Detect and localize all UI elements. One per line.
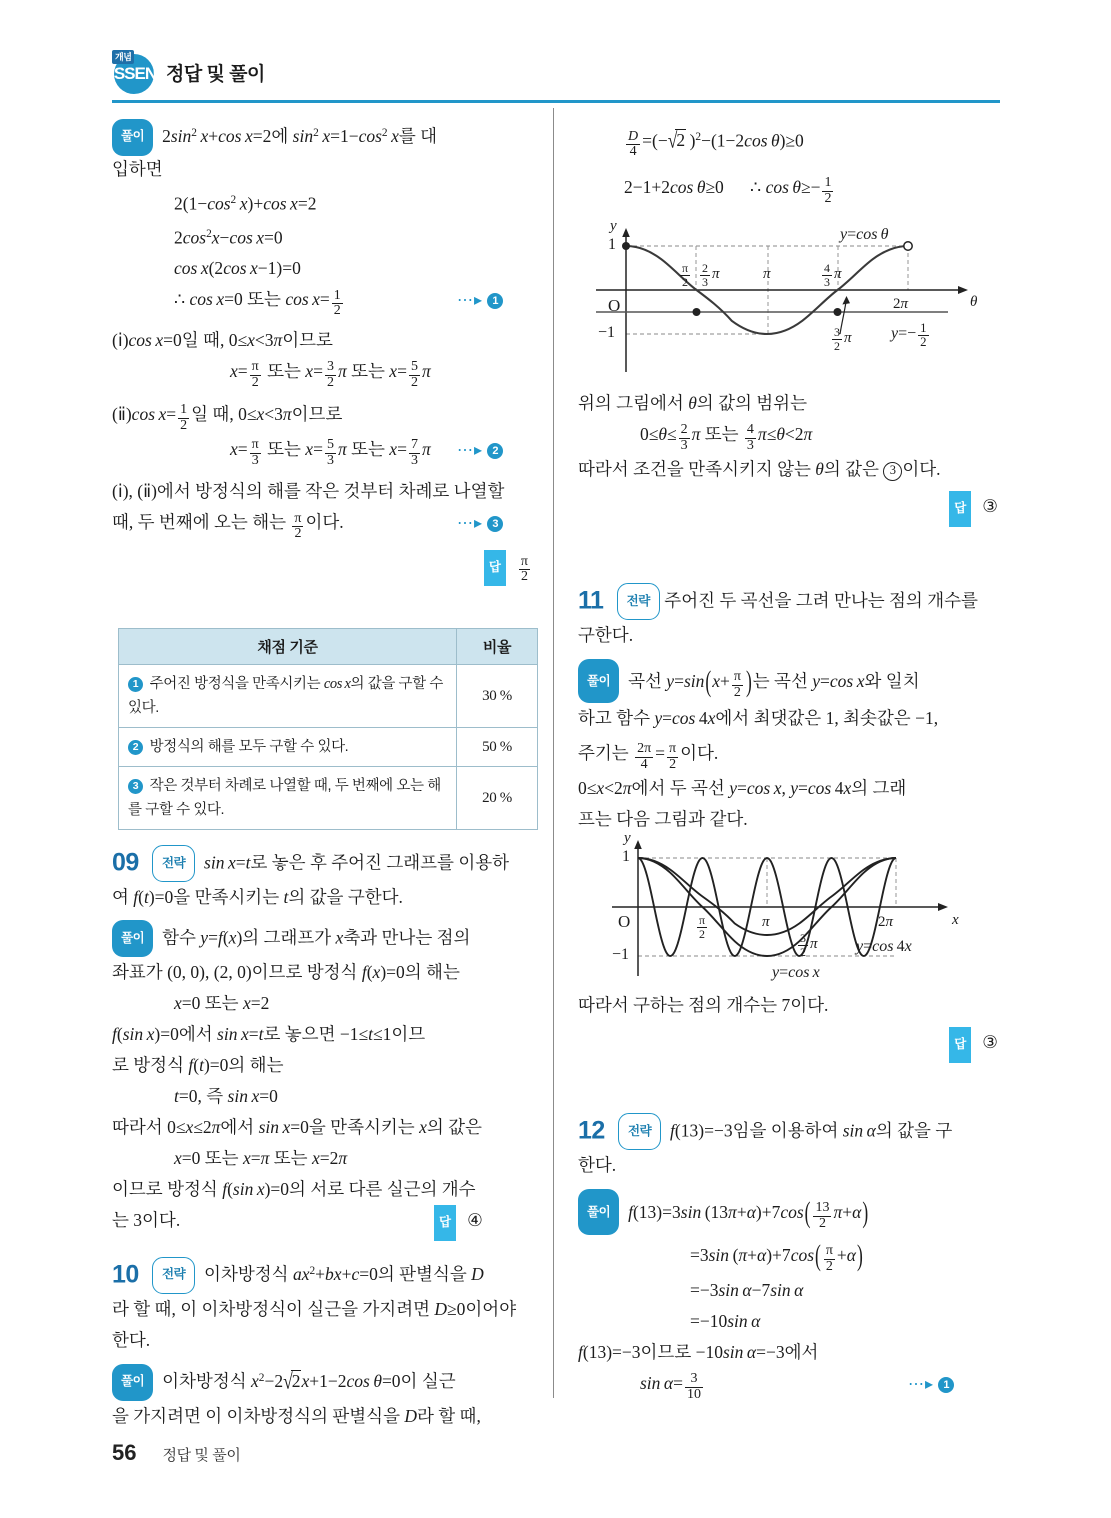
strategy-line-2-10: 라 할 때, 이 이차방정식이 실근을 가지려면 D≥0이어야 [112, 1298, 517, 1319]
step-ref-arrow-2: ⋯▸ [457, 441, 484, 459]
answer-row-08 [112, 550, 532, 586]
criteria-text-2: 방정식의 해를 모두 구할 수 있다. [149, 739, 349, 755]
conclusion-line-1: (ⅰ), (ⅱ)에서 방정식의 해를 작은 것부터 차례로 나열할 [112, 481, 505, 502]
graph1-xtick-4pi-over-3: $\frac{4}{3}$ π [824, 261, 842, 289]
table-row [119, 665, 538, 728]
equation-4: ∴ cos x=0 또는 cos x= $\frac{1}{2}$ ⋯▸ 1 [112, 284, 542, 319]
problem-10-conclusion [578, 388, 998, 527]
graph2-xtick-3pi-over-2: $\frac{3}{2}$ π [800, 931, 818, 959]
solution-badge: 풀이 [112, 119, 153, 156]
solution-11-line-2: 하고 함수 y=cos 4x에서 최댓값은 1, 최솟값은 −1, [578, 708, 939, 728]
graph1-xtick-2pi: 2π [893, 296, 909, 312]
strategy-text-12: f(13)=−3임을 이용하여 sin α의 값을 구 [670, 1120, 953, 1141]
table-header-criteria: 채점 기준 [119, 629, 457, 665]
equation-1: $2(1-\cos^2$ x)+cos x=2 [174, 193, 317, 213]
problem-12-number: 12 [578, 1116, 605, 1145]
solution-09-eq-3: x=0 또는 x=π 또는 x=2π [174, 1148, 348, 1168]
choice-3-circle: 3 [883, 462, 902, 481]
logo-wordmark: SSEN [113, 64, 157, 83]
after-line-2: 따라서 조건을 만족시키지 않는 θ의 값은 3 이다. [578, 458, 941, 479]
graph2-curve-label-cos4x: y=cos 4x [856, 938, 912, 955]
problem-11-conclusion [578, 990, 998, 1063]
graph2-ytick-minus1: −1 [612, 946, 630, 963]
graph1-line-label: y=− $\frac{1}{2}$ [891, 321, 927, 350]
problem-12-strategy [578, 1113, 1008, 1150]
sol-text-10a: 이차방정식 $x^2-2√2x+1-2\cos$ θ=0이 실근 [157, 1368, 456, 1394]
strategy-line-2-12: 한다. [578, 1155, 617, 1175]
table-row [119, 767, 538, 830]
footer-page-number: 56 [112, 1440, 137, 1465]
graph2-xtick-2pi: 2π [878, 914, 894, 930]
graph2-origin-label: O [618, 912, 631, 931]
criteria-marker-1: 1 [128, 677, 143, 692]
table-header-ratio: 비율 [457, 629, 538, 665]
after-eq: 0≤θ≤ $\frac{2}{3}$ π 또는 $\frac{4}{3}$ π≤θ<2π [640, 422, 813, 454]
answer-badge-09: 답 [434, 1205, 456, 1241]
solution-09-line-7: 는 3이다. 답 ④ [112, 1205, 542, 1236]
criteria-cell-2 [119, 728, 457, 767]
eq-12-5: sin α= $\frac{3}{10}$ ⋯▸ 1 [578, 1368, 1008, 1403]
eq-12-1: f(13)=3sin (13π+α)+7cos( $\frac{13}{2}$ π+α) [628, 1194, 869, 1231]
graph-cos-theta [588, 218, 998, 377]
step-marker-12-1: 1 [938, 1377, 954, 1393]
brand-logo [112, 48, 158, 94]
step-ref-arrow-1: ⋯▸ [457, 292, 484, 310]
problem-11-strategy [578, 583, 1008, 620]
step-marker-2: 2 [487, 443, 503, 459]
equation-2: $2\cos^2x-\cos$ x=0 [174, 227, 283, 248]
answer-value-09: ④ [467, 1210, 483, 1230]
graph1-xtick-2pi-over-3: $\frac{2}{3}$ π [702, 261, 720, 289]
graph1-origin-label: O [608, 296, 621, 315]
solution-badge-12: 풀이 [578, 1189, 619, 1235]
table-row [119, 728, 538, 767]
graph2-curve-label-cosx: y=cos x [772, 964, 820, 981]
strategy-line-3-10: 한다. [112, 1329, 151, 1350]
graph-cos-x-cos-4x [600, 830, 1000, 1001]
problem-10-continued [578, 122, 835, 207]
strategy-line-2-11: 구한다. [578, 625, 634, 645]
problem-11-number: 11 [578, 586, 604, 615]
criteria-pct-1: 30 % [457, 665, 538, 728]
solution-09-eq-2: t=0, 즉 sin x=0 [174, 1086, 278, 1106]
step-marker-3: 3 [487, 516, 503, 532]
strategy-line-2-09: 여 f(t)=0을 만족시키는 t의 값을 구한다. [112, 887, 403, 907]
answer-row-10 [578, 491, 998, 527]
strategy-badge-10: 전략 [152, 1257, 195, 1294]
problem-10-strategy [112, 1256, 542, 1294]
solution-09-eq-1: x=0 또는 x=2 [174, 993, 270, 1013]
graph2-y-label: y [624, 830, 631, 846]
problem-09-strategy [112, 845, 542, 882]
footer-label: 정답 및 풀이 [162, 1447, 241, 1464]
step-marker-1: 1 [487, 293, 503, 309]
problem-12 [578, 1113, 1008, 1403]
strategy-badge-12: 전략 [618, 1113, 661, 1150]
strategy-text-10: 이차방정식 $ax^2+bx+c=0$의 판별식을 D [199, 1264, 484, 1285]
case-2-head: (ⅱ)cos x= $\frac{1}{2}$ 일 때, 0≤x<3π이므로 [112, 402, 343, 433]
solution-11-line-4: 0≤x<2π에서 두 곡선 y=cos x, y=cos 4x의 그래 [578, 777, 907, 798]
strategy-badge: 전략 [152, 845, 195, 882]
solution-09-line-1 [112, 920, 542, 957]
criteria-pct-3: 20 % [457, 767, 538, 830]
case-2-solution: x= $\frac{\pi}{3}$ 또는 x= $\frac{5}{3}$ π 또는 x= $\frac{7}{3}$ π ⋯▸ 2 [112, 434, 542, 469]
page-footer [112, 1440, 240, 1466]
intro-line-2: 입하면 [112, 158, 163, 179]
concl-11: 따라서 구하는 점의 개수는 7이다. [578, 995, 829, 1015]
problem-08-solution [112, 118, 542, 586]
answer-badge: 답 [484, 550, 506, 586]
graph1-xtick-pi-over-2: $\frac{\pi}{2}$ [682, 261, 689, 289]
graph1-y-label: y [610, 218, 617, 234]
graph-1-svg [588, 222, 998, 377]
column-divider [553, 108, 554, 1398]
answer-badge-11: 답 [949, 1027, 971, 1063]
criteria-text-3: 작은 것부터 차례로 나열할 때, 두 번째에 오는 해를 구할 수 있다. [128, 778, 441, 818]
equation-3: cos x(2cos x−1)=0 [174, 258, 301, 279]
case-1-head: (ⅰ)cos x=0일 때, 0≤x<3π이므로 [112, 330, 333, 351]
solution-09-line-5: 따라서 0≤x≤2π에서 sin x=0을 만족시키는 x의 값은 [112, 1117, 482, 1137]
problem-09-number: 09 [112, 848, 139, 877]
graph1-ytick-1: 1 [608, 236, 616, 253]
criteria-pct-2: 50 % [457, 728, 538, 767]
eq-12-2: =3sin (π+α)+7cos( $\frac{\pi}{2}$ +α) [690, 1238, 863, 1275]
graph1-x-label: θ [970, 294, 978, 310]
strategy-badge-11: 전략 [617, 583, 660, 620]
graph2-xtick-pi: π [762, 914, 770, 930]
eq-12-4: =−10sin α [690, 1311, 761, 1331]
graph2-ytick-1: 1 [622, 848, 630, 865]
solution-badge-09: 풀이 [112, 920, 153, 957]
eq-12-3: =−3sin α−7sin α [690, 1280, 804, 1300]
graph2-xtick-pi-over-2: $\frac{\pi}{2}$ [699, 913, 706, 941]
problem-09 [112, 845, 542, 1236]
solution-09-line-4: 로 방정식 f(t)=0의 해는 [112, 1055, 284, 1075]
answer-value-11: ③ [982, 1032, 998, 1052]
graph1-arrow-tick-3pi-over-2: $\frac{3}{2}$ π [834, 325, 852, 353]
solution-09-line-3: f(sin x)=0에서 sin x=t로 놓으면 −1≤t≤1이므 [112, 1024, 426, 1044]
scoring-criteria-table [118, 628, 538, 830]
criteria-cell-3 [119, 767, 457, 830]
solution-10-line-1 [112, 1363, 542, 1401]
criteria-cell-1 [119, 665, 457, 728]
answer-value-08: $\frac{\pi}{2}$ [520, 553, 528, 585]
strategy-text-09: sin x=t로 놓은 후 주어진 그래프를 이용하 [204, 852, 510, 873]
intro-formula: $2\sin^2$ x+cos x=2에 $\sin^2 x=1-\cos^2$ x를 대 [157, 126, 438, 147]
problem-10 [112, 1256, 542, 1432]
problem-11 [578, 583, 1008, 835]
criteria-text-1: 주어진 방정식을 만족시키는 cos x의 값을 구할 수 있다. [128, 676, 444, 716]
conclusion-line-2: 때, 두 번째에 오는 해는 $\frac{\pi}{2}$ 이다. ⋯▸ 3 [112, 507, 542, 542]
after-line-1: 위의 그림에서 θ의 값의 범위는 [578, 393, 807, 413]
problem-10-number: 10 [112, 1260, 139, 1289]
solution-10-line-2: 을 가지려면 이 이차방정식의 판별식을 D라 할 때, [112, 1405, 481, 1426]
step-ref-arrow-12: ⋯▸ [908, 1376, 935, 1393]
page-title: 정답 및 풀이 [166, 64, 265, 85]
criteria-marker-3: 3 [128, 779, 143, 794]
solution-11-line-3: 주기는 $\frac{2\pi}{4}$ = $\frac{\pi}{2}$ 이다. [578, 741, 719, 773]
graph1-ytick-minus1: −1 [598, 324, 616, 341]
solution-12-eq-1 [578, 1189, 1008, 1235]
strategy-text-11: 주어진 두 곡선을 그려 만나는 점의 개수를 [664, 590, 978, 611]
eq-10-2: 2−1+2cos θ≥0 ∴ cos θ≥− $\frac{1}{2}$ [624, 175, 832, 207]
solution-09-line-6: 이므로 방정식 f(sin x)=0의 서로 다른 실근의 개수 [112, 1179, 476, 1199]
solution-11-line-5: 프는 다음 그림과 같다. [578, 808, 748, 829]
graph1-curve-label: y=cos θ [840, 226, 889, 243]
line-12-1: f(13)=−3이므로 −10sin α=−3에서 [578, 1342, 819, 1362]
header-divider-rule [112, 100, 1000, 103]
graph2-x-label: x [952, 912, 959, 928]
solution-badge-10: 풀이 [112, 1364, 153, 1401]
solution-badge-11: 풀이 [578, 659, 619, 703]
answer-badge-10: 답 [949, 491, 971, 527]
table-header-row [119, 629, 538, 665]
sol-text-09a: 함수 y=f(x)의 그래프가 x축과 만나는 점의 [157, 927, 471, 948]
eq-10-1: $\frac{D}{4}$ =(−√2 )$^2$−(1−2cos θ)≥0 [628, 127, 804, 160]
solution-09-line-2: 좌표가 (0, 0), (2, 0)이므로 방정식 f(x)=0의 해는 [112, 962, 460, 982]
step-ref-arrow-3: ⋯▸ [457, 515, 484, 533]
logo-tag-label: 개념 [112, 50, 134, 64]
solution-11-line-1 [578, 659, 1008, 703]
page-header [112, 48, 1000, 104]
criteria-marker-2: 2 [128, 740, 143, 755]
solution-intro [112, 118, 542, 156]
answer-row-11 [578, 1027, 998, 1063]
graph1-xtick-pi: π [763, 266, 771, 282]
answer-value-10: ③ [982, 495, 998, 516]
sol-text-11a: 곡선 y=sin(x+ $\frac{\pi}{2}$ )는 곡선 y=cos x와 일치 [623, 663, 920, 700]
case-1-solution: x= $\frac{\pi}{2}$ 또는 x= $\frac{3}{2}$ π 또는 x= $\frac{5}{2}$ π [230, 359, 431, 391]
